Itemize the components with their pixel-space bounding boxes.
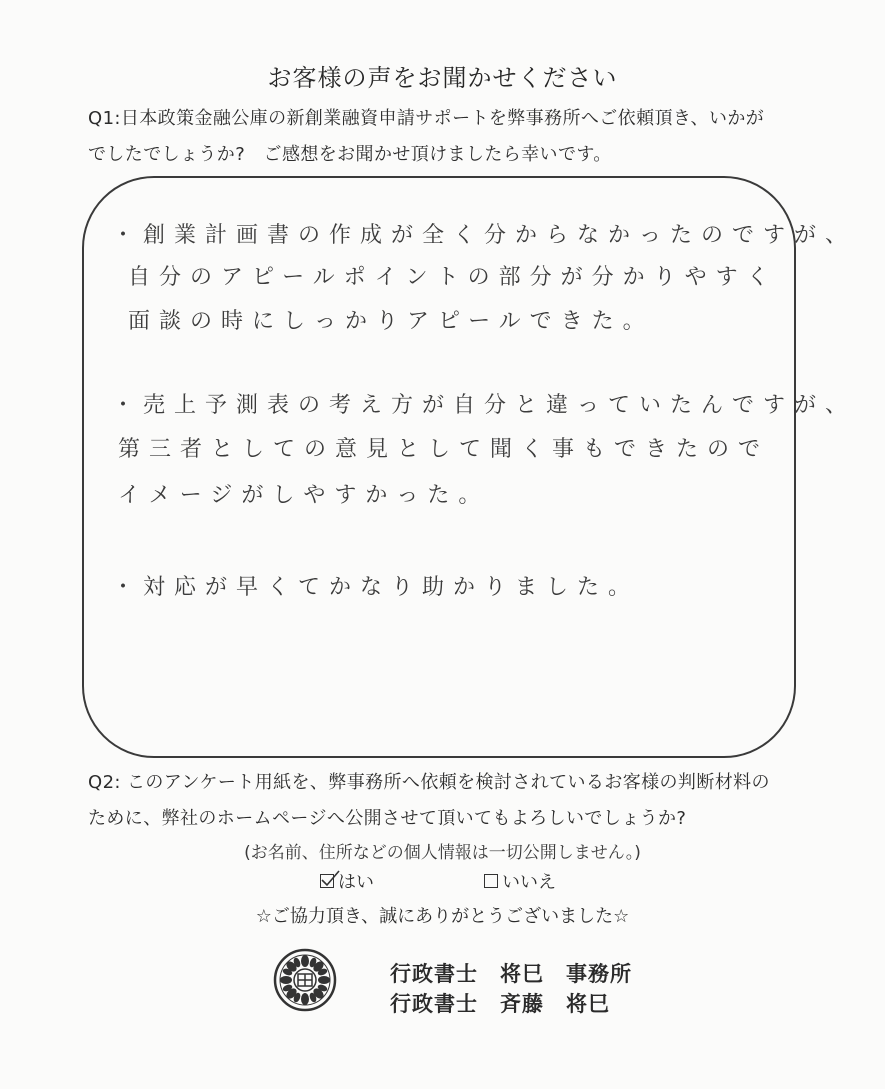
question-1-line-1: Q1:日本政策金融公庫の新創業融資申請サポートを弊事務所へご依頼頂き、いかが [88, 108, 765, 129]
answer-line: ・創業計画書の作成が全く分からなかったのですが、 [112, 223, 857, 248]
representative-name: 行政書士 斉藤 将巳 [390, 992, 610, 1016]
answer-line: 自分のアピールポイントの部分が分かりやすく [128, 265, 778, 290]
thanks-message: ☆ご協力頂き、誠にありがとうございました☆ [255, 906, 630, 927]
answer-line: 第三者としての意見として聞く事もできたので [118, 437, 770, 462]
answer-line: 面談の時にしっかりアピールできた。 [128, 309, 654, 334]
question-2-line-2: ために、弊社のホームページへ公開させて頂いてもよろしいでしょうか? [88, 808, 687, 829]
answer-line: ・対応が早くてかなり助かりました。 [112, 575, 640, 600]
question-1-line-2: でしたでしょうか? ご感想をお聞かせ頂けましたら幸いです。 [88, 144, 612, 165]
no-checkbox[interactable] [484, 874, 498, 888]
answer-line: イメージがしやすかった。 [118, 483, 490, 508]
yes-checkbox[interactable] [320, 874, 334, 888]
question-2-line-1: Q2: このアンケート用紙を、弊事務所へ依頼を検討されているお客様の判断材料の [88, 772, 770, 793]
page-title: お客様の声をお聞かせください [267, 64, 618, 92]
privacy-note: (お名前、住所などの個人情報は一切公開しません。) [244, 843, 641, 863]
choice-no[interactable] [484, 868, 556, 894]
office-name: 行政書士 将巳 事務所 [390, 962, 632, 986]
choice-yes[interactable] [320, 868, 374, 894]
office-seal-icon [273, 948, 337, 1012]
check-mark-icon [319, 869, 341, 889]
no-label: いいえ [502, 872, 556, 893]
yes-label: はい [338, 872, 374, 893]
answer-line: ・売上予測表の考え方が自分と違っていたんですが、 [112, 393, 857, 418]
